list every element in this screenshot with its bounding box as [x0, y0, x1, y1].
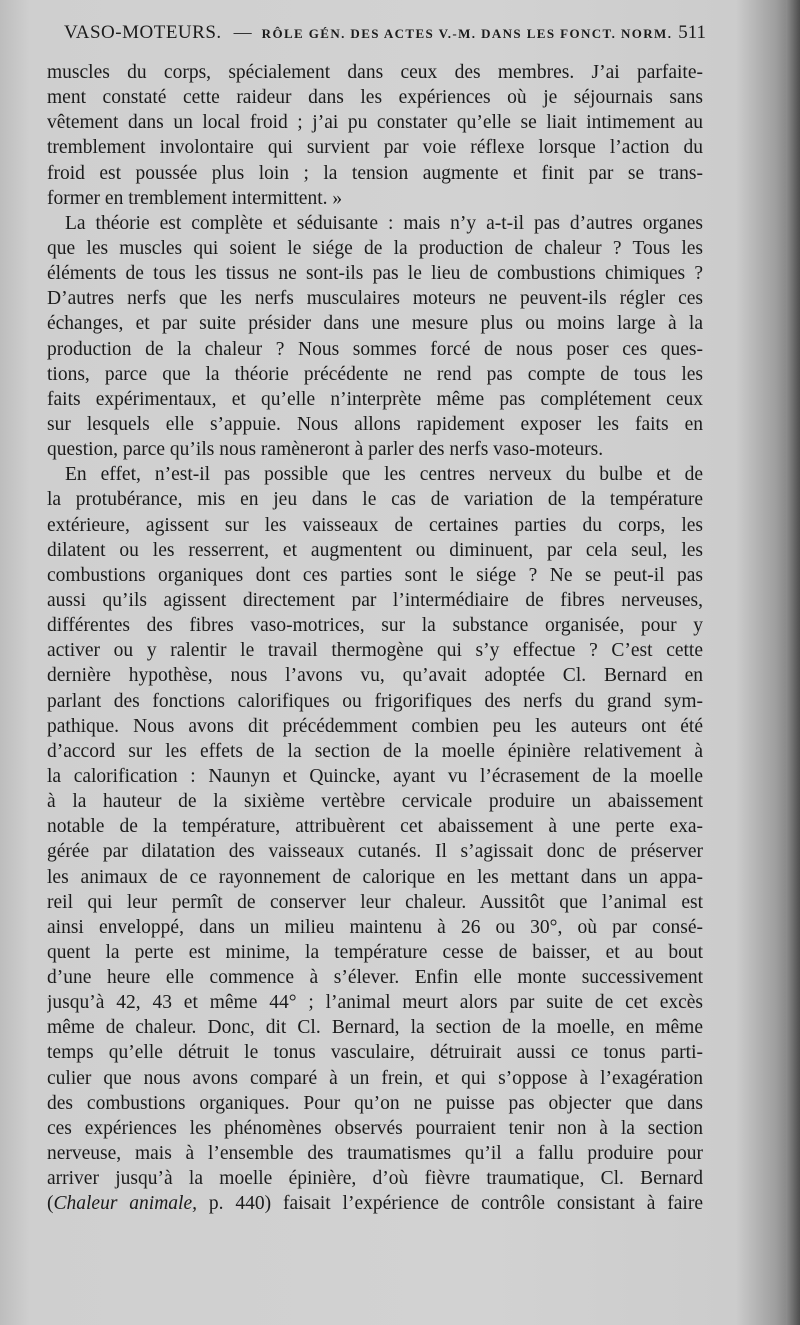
- text-line: En effet, n’est-il pas possible que les centres nerveux du bulbe et de: [65, 464, 703, 486]
- text-line: dilatent ou les resserrent, et augmentent ou diminuent, par cela seul, les: [47, 539, 703, 561]
- text-line: ment constaté cette raideur dans les expériences où je séjournais sans: [47, 87, 703, 109]
- text-line: parlant des fonctions calorifiques ou frigorifiques des nerfs du grand sym-: [47, 690, 703, 712]
- text-line: tions, parce que la théorie précédente ne rend pas compte de tous les: [47, 363, 703, 385]
- text-line: sur lesquels elle s’appuie. Nous allons rapidement exposer les faits en: [47, 413, 703, 435]
- text-line: les animaux de ce rayonnement de calorique en les mettant dans un appa-: [47, 866, 703, 888]
- text-line: jusqu’à 42, 43 et même 44° ; l’animal meurt alors par suite de cet excès: [47, 992, 703, 1014]
- text-line: La théorie est complète et séduisante : mais n’y a-t-il pas d’autres organes: [65, 212, 703, 234]
- text-line: des combustions organiques. Pour qu’on ne puisse pas objecter que dans: [47, 1092, 703, 1114]
- text-line: tremblement involontaire qui survient par voie réflexe lorsque l’action du: [47, 137, 703, 159]
- header-dash: —: [233, 22, 252, 42]
- text-line: ces expériences les phénomènes observés pourraient tenir non à la section: [47, 1117, 703, 1139]
- citation-tail: p. 440) faisait l’expérience de contrôle consistant à faire: [197, 1193, 703, 1215]
- text-line: à la hauteur de la sixième vertèbre cervicale produire un abaissement: [47, 791, 703, 813]
- text-line: temps qu’elle détruit le tonus vasculaire, détruirait aussi ce tonus parti-: [47, 1042, 703, 1064]
- text-line: dernière hypothèse, nous l’avons vu, qu’avait adoptée Cl. Bernard en: [47, 665, 703, 687]
- text-line: culier que nous avons comparé à un frein, et qui s’oppose à l’exagération: [47, 1067, 703, 1089]
- text-line: d’accord sur les effets de la section de la moelle épinière relativement à: [47, 740, 703, 762]
- page-number: 511: [678, 22, 706, 43]
- text-line: aussi qu’ils agissent directement par l’intermédiaire de fibres nerveuses,: [47, 589, 703, 611]
- text-line: la protubérance, mis en jeu dans le cas de variation de la température: [47, 489, 703, 511]
- body-text: [47, 60, 703, 1216]
- text-line: activer ou y ralentir le travail thermogène qui s’y effectue ? C’est cette: [47, 640, 703, 662]
- text-line: la calorification : Naunyn et Quincke, ayant vu l’écrasement de la moelle: [47, 765, 703, 787]
- page-spine-shadow: [786, 0, 800, 1325]
- text-line: échanges, et par suite présider dans une mesure plus ou moins large à la: [47, 313, 703, 335]
- text-line: question, parce qu’ils nous ramèneront à parler des nerfs vaso-moteurs.: [47, 439, 604, 461]
- running-header: [64, 22, 706, 48]
- text-line: combustions organiques dont ces parties sont le siége ? Ne se peut-il pas: [47, 564, 703, 586]
- text-line: éléments de tous les tissus ne sont-ils pas le lieu de combustions chimiques ?: [47, 263, 703, 285]
- text-line: production de la chaleur ? Nous sommes forcé de nous poser ces ques-: [47, 338, 703, 360]
- text-line: nerveuse, mais à l’ensemble des traumatismes qu’il a fallu produire pour: [47, 1143, 703, 1165]
- text-line: D’autres nerfs que les nerfs musculaires moteurs ne peuvent-ils régler ces: [47, 288, 703, 310]
- text-line: muscles du corps, spécialement dans ceux des membres. J’ai parfaite-: [47, 62, 703, 83]
- chapter-title: VASO-MOTEURS.: [64, 22, 222, 43]
- text-line: notable de la température, attribuèrent cet abaissement à une perte exa-: [47, 816, 703, 838]
- text-line: différentes des fibres vaso-motrices, sur la substance organisée, pour y: [47, 615, 703, 637]
- running-title: RÔLE GÉN. DES ACTES V.-M. DANS LES FONCT. NORM.: [261, 26, 673, 41]
- text-line: pathique. Nous avons dit précédemment combien peu les auteurs ont été: [47, 715, 703, 737]
- text-line: froid est poussée plus loin ; la tension augmente et finit par se trans-: [47, 162, 703, 184]
- text-line: quent la perte est minime, la température cesse de baisser, et au bout: [47, 941, 703, 963]
- citation-open-paren: (: [47, 1193, 54, 1215]
- text-line: d’une heure elle commence à s’élever. Enfin elle monte successivement: [47, 967, 703, 989]
- text-line: que les muscles qui soient le siége de la production de chaleur ? Tous les: [47, 237, 703, 259]
- cited-work-title: Chaleur animale,: [53, 1193, 197, 1215]
- text-line: arriver jusqu’à la moelle épinière, d’où fièvre traumatique, Cl. Bernard: [47, 1168, 703, 1190]
- text-line: ainsi enveloppé, dans un milieu maintenu à 26 ou 30°, où par consé-: [47, 916, 703, 938]
- text-line: extérieure, agissent sur les vaisseaux de certaines parties du corps, les: [47, 514, 703, 536]
- text-line: former en tremblement intermittent. »: [47, 187, 343, 209]
- text-line: même de chaleur. Donc, dit Cl. Bernard, la section de la moelle, en même: [47, 1017, 703, 1039]
- text-line: vêtement dans un local froid ; j’ai pu constater qu’elle se liait intimement au: [47, 112, 703, 134]
- text-line: reil qui leur permît de conserver leur chaleur. Aussitôt que l’animal est: [47, 891, 703, 913]
- text-line: gérée par dilatation des vaisseaux cutanés. Il s’agissait donc de préserver: [47, 841, 703, 863]
- text-line-with-citation: [47, 1191, 703, 1216]
- text-line: faits expérimentaux, et qu’elle n’interprète même pas complétement ceux: [47, 388, 703, 410]
